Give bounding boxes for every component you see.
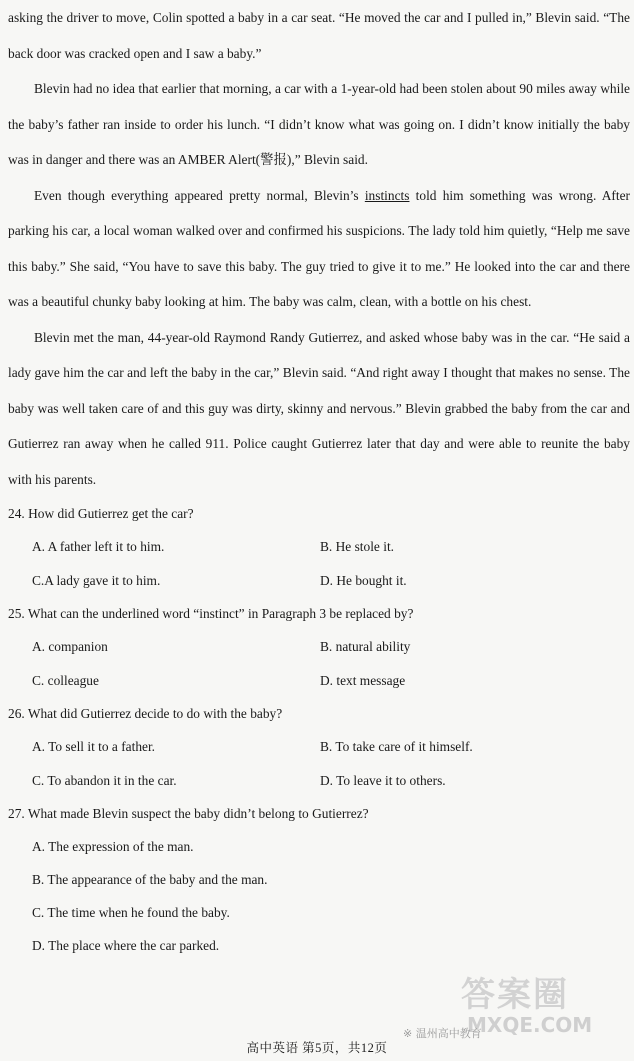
watermark-title: 答案圈: [461, 975, 569, 1015]
option-d: D. He bought it.: [320, 572, 407, 588]
passage-paragraph-3: [8, 178, 630, 320]
question-26: [8, 697, 630, 797]
option-d: D. The place where the car parked.: [32, 938, 220, 953]
option-b: B. The appearance of the baby and the man.: [32, 872, 268, 887]
question-27: [8, 797, 630, 962]
question-24: [8, 497, 630, 597]
question-stem: 25. What can the underlined word “instinct” in Paragraph 3 be replaced by?: [8, 606, 414, 621]
option-d: D. text message: [320, 672, 406, 688]
paragraph-3-text-start: Even though everything appeared pretty normal, Blevin’s: [34, 187, 365, 203]
passage-paragraph-2: Blevin had no idea that earlier that morning, a car with a 1-year-old had been stolen about 90 miles away while the baby’s father ran inside to order his lunch. “I didn’t know what was going on. I didn’t know initially the baby was in danger and there was an AMBER Alert(警报),” Blevin said.: [8, 81, 630, 167]
passage-paragraph-continued: asking the driver to move, Colin spotted a baby in a car seat. “He moved the car and I pulled in,” Blevin said. “The back door was cracked open and I saw a baby.”: [8, 10, 630, 61]
option-d: D. To leave it to others.: [320, 772, 446, 788]
passage-paragraph-4: Blevin met the man, 44-year-old Raymond Randy Gutierrez, and asked whose baby was in the car. “He said a lady gave him the car and left the baby in the car,” Blevin said. “And right away I thought that makes no sense. The baby was well taken care of and this guy was dirty, skinny and nervous.” Blevin grabbed the baby from the car and Gutierrez ran away when he called 911. Police caught Gutierrez later that day and were able to reunite the baby with his parents.: [8, 329, 630, 487]
option-grid: [8, 530, 630, 597]
option-grid: [8, 730, 630, 797]
option-c: C.A lady gave it to him.: [32, 572, 161, 588]
question-stem: 24. How did Gutierrez get the car?: [8, 506, 194, 521]
exam-page: [8, 0, 630, 962]
option-c: C. The time when he found the baby.: [32, 905, 230, 920]
option-a: A. A father left it to him.: [32, 539, 165, 554]
option-c: C. To abandon it in the car.: [32, 772, 177, 788]
question-25: [8, 597, 630, 697]
paragraph-3-text-end: told him something was wrong. After parking his car, a local woman walked over and confirmed his suspicions. The lady told him quietly, “Help me save this baby.” She said, “You have to save this baby. The guy tried to give it to me.” He looked into the car and there was a beautiful chunky baby looking at him. The baby was calm, clean, with a bottle on his chest.: [8, 187, 631, 309]
option-a: A. The expression of the man.: [32, 839, 194, 854]
page-footer: 高中英语 第5页，共12页: [246, 1041, 388, 1055]
watermark-domain: MXQE.COM: [467, 1013, 593, 1037]
watermark-source-tag: ※ 温州高中教育: [403, 1027, 482, 1040]
option-grid: [8, 630, 630, 697]
question-stem: 26. What did Gutierrez decide to do with the baby?: [8, 706, 283, 721]
option-b: B. He stole it.: [320, 539, 395, 554]
option-a: A. companion: [32, 639, 108, 654]
option-b: B. natural ability: [320, 639, 411, 654]
question-stem: 27. What made Blevin suspect the baby didn’t belong to Gutierrez?: [8, 806, 369, 821]
option-b: B. To take care of it himself.: [320, 739, 473, 754]
option-a: A. To sell it to a father.: [32, 739, 156, 754]
option-list: [8, 830, 630, 962]
option-c: C. colleague: [32, 672, 99, 688]
underlined-word-instincts: instincts: [364, 187, 410, 203]
